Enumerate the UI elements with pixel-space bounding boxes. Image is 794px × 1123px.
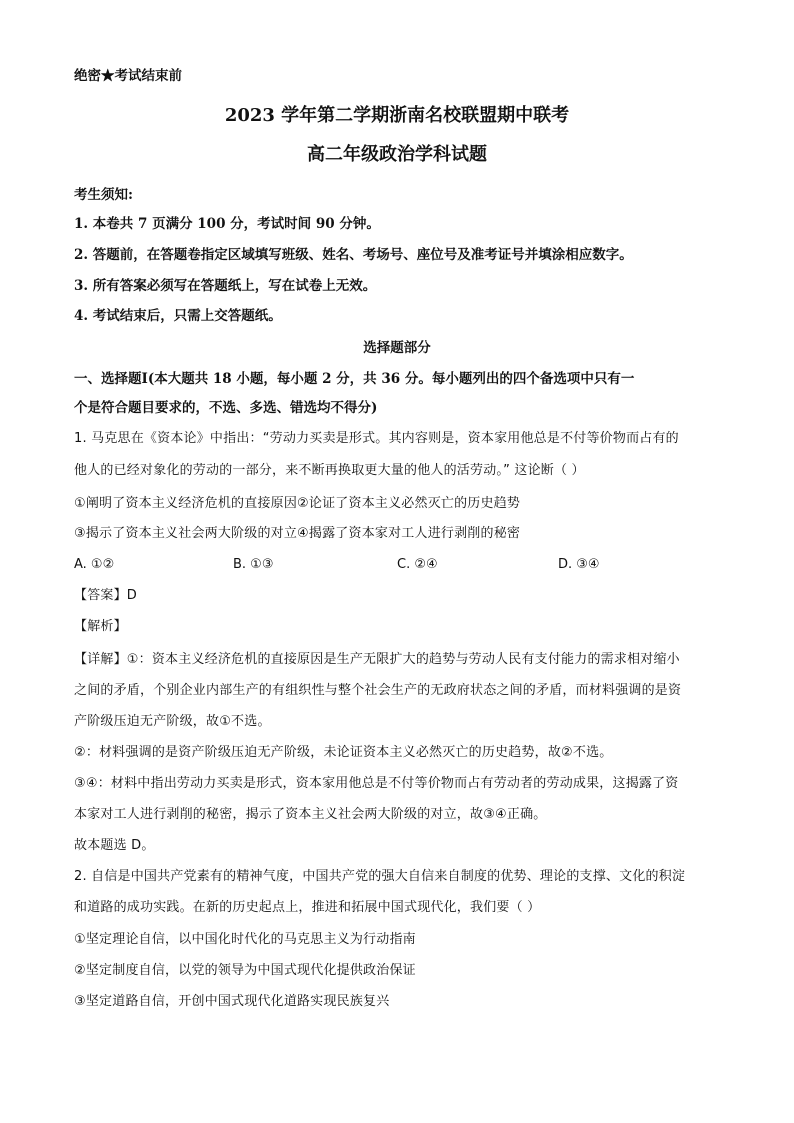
question-stem: 他人的已经对象化的劳动的一部分，来不断再换取更大量的他人的活劳动。” 这论断（ ）: [74, 463, 585, 478]
option-c: C. ②④: [397, 557, 438, 572]
notice-heading: 考生须知:: [74, 187, 133, 203]
analysis-line: ③④：材料中指出劳动力买卖是形式，资本家用他总是不付等价物而占有劳动者的劳动成果，这揭露了资: [74, 776, 679, 791]
question-statement: ①阐明了资本主义经济危机的直接原因②论证了资本主义必然灭亡的历史趋势: [74, 496, 521, 511]
option-a: A. ①②: [74, 557, 115, 572]
section-title: 选择题部分: [363, 340, 431, 356]
analysis-label: 【解析】: [74, 619, 127, 634]
analysis-line: 产阶级压迫无产阶级，故①不选。: [74, 714, 271, 729]
question-statement: ①坚定理论自信，以中国化时代化的马克思主义为行动指南: [74, 932, 416, 947]
notice-item: 3. 所有答案必须写在答题纸上，写在试卷上无效。: [74, 278, 377, 294]
question-stem: 2. 自信是中国共产党素有的精神气度，中国共产党的强大自信来自制度的优势、理论的支撑、文化的积淀: [74, 869, 686, 884]
section-instruction: 一、选择题Ⅰ(本大题共 18 小题，每小题 2 分，共 36 分。每小题列出的四个备选项中只有一: [74, 371, 635, 387]
notice-item: 2. 答题前，在答题卷指定区域填写班级、姓名、考场号、座位号及准考证号并填涂相应数字。: [74, 247, 633, 263]
exam-title: 2023 学年第二学期浙南名校联盟期中联考: [224, 105, 570, 126]
answer-label: 【答案】D: [74, 588, 138, 603]
secret-label: 绝密★考试结束前: [74, 68, 182, 84]
option-b: B. ①③: [233, 557, 274, 572]
analysis-line: 之间的矛盾，个别企业内部生产的有组织性与整个社会生产的无政府状态之间的矛盾，而材料强调的是资: [74, 683, 682, 698]
notice-item: 4. 考试结束后，只需上交答题纸。: [74, 308, 282, 324]
question-stem: 1. 马克思在《资本论》中指出：“劳动力买卖是形式。其内容则是，资本家用他总是不付等价物而占有的: [74, 431, 679, 446]
analysis-line: ②：材料强调的是资产阶级压迫无产阶级，未论证资本主义必然灭亡的历史趋势，故②不选。: [74, 745, 613, 760]
question-stem: 和道路的成功实践。在新的历史起点上，推进和拓展中国式现代化，我们要（ ）: [74, 900, 541, 915]
section-instruction: 个是符合题目要求的，不选、多选、错选均不得分): [74, 400, 378, 416]
analysis-line: 本家对工人进行剥削的秘密，揭示了资本主义社会两大阶级的对立，故③④正确。: [74, 807, 547, 822]
question-statement: ③坚定道路自信，开创中国式现代化道路实现民族复兴: [74, 994, 390, 1009]
question-statement: ②坚定制度自信，以党的领导为中国式现代化提供政治保证: [74, 963, 416, 978]
analysis-line: 【详解】①：资本主义经济危机的直接原因是生产无限扩大的趋势与劳动人民有支付能力的需求相对缩小: [74, 652, 680, 667]
notice-item: 1. 本卷共 7 页满分 100 分，考试时间 90 分钟。: [74, 216, 380, 232]
question-statement: ③揭示了资本主义社会两大阶级的对立④揭露了资本家对工人进行剥削的秘密: [74, 526, 521, 541]
exam-subtitle: 高二年级政治学科试题: [307, 144, 487, 165]
analysis-line: 故本题选 D。: [74, 838, 155, 853]
option-d: D. ③④: [558, 557, 600, 572]
